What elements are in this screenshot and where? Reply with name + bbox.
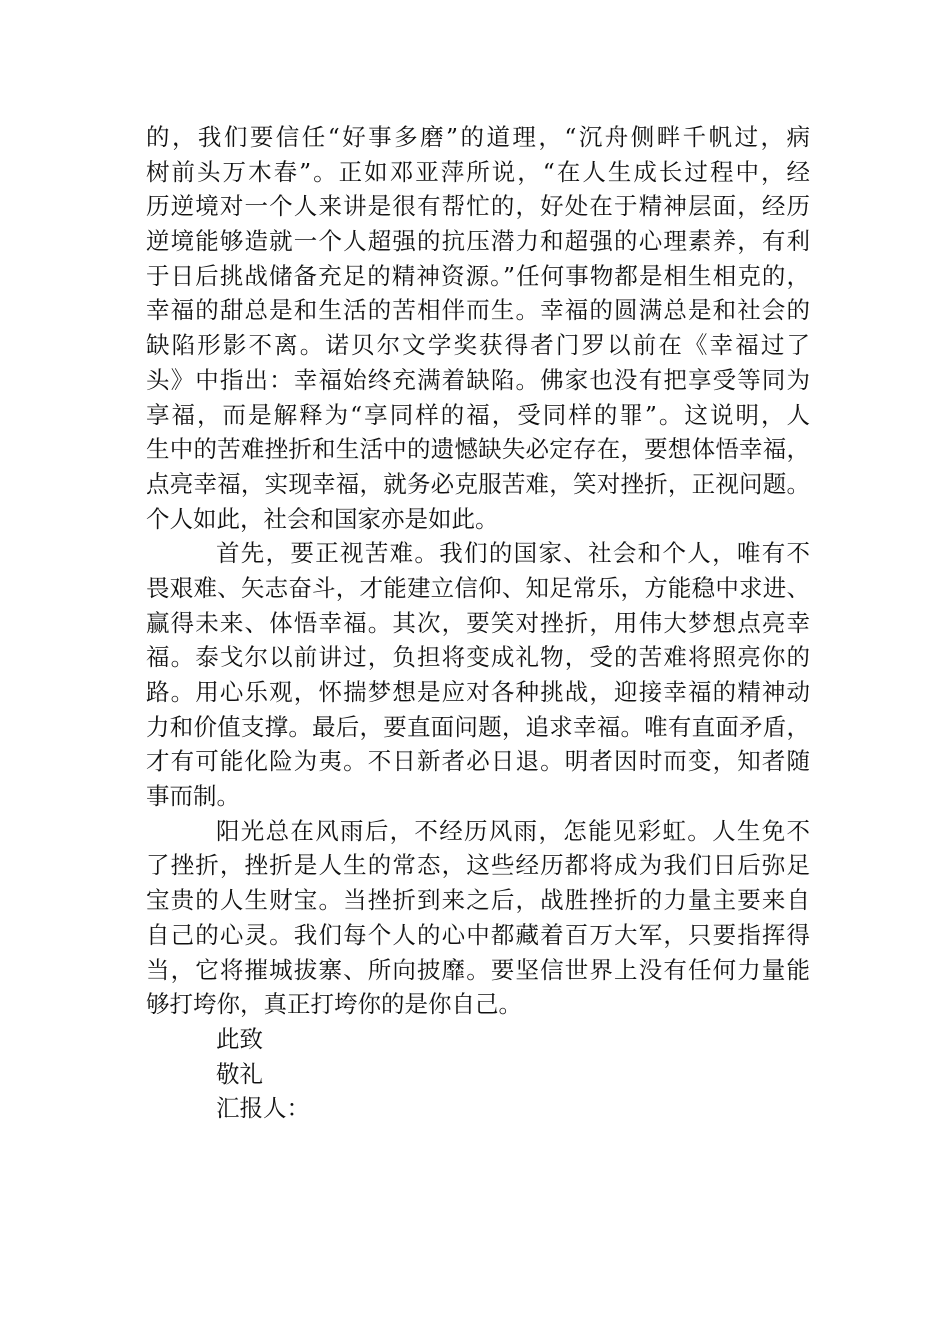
text-line: 幸福的甜总是和生活的苦相伴而生。幸福的圆满总是和社会的 (146, 296, 810, 325)
text-line: 才有可能化险为夷。不日新者必日退。明者因时而变，知者随 (146, 747, 810, 776)
text-line: 享福，而是解释为“享同样的福，受同样的罪”。这说明，人 (146, 400, 810, 429)
salutation: 此致 (216, 1024, 263, 1053)
paragraph-2 (146, 536, 810, 814)
text-line: 头》中指出：幸福始终充满着缺陷。佛家也没有把享受等同为 (146, 365, 810, 394)
text-line: 于日后挑战储备充足的精神资源。”任何事物都是相生相克的， (146, 261, 810, 290)
text-line: 事而制。 (146, 782, 240, 811)
regards: 敬礼 (216, 1059, 263, 1088)
paragraph-3 (146, 814, 810, 1022)
text-line: 够打垮你，真正打垮你的是你自己。 (146, 990, 522, 1019)
text-line: 生中的苦难挫折和生活中的遗憾缺失必定存在，要想体悟幸福， (146, 435, 810, 464)
paragraph-1 (146, 120, 810, 536)
text-line: 首先，要正视苦难。我们的国家、社会和个人，唯有不 (216, 539, 810, 568)
text-line: 路。用心乐观，怀揣梦想是应对各种挑战，迎接幸福的精神动 (146, 678, 810, 706)
text-line: 阳光总在风雨后，不经历风雨，怎能见彩虹。人生免不 (216, 816, 810, 845)
text-line: 的，我们要信任“好事多磨”的道理，“沉舟侧畔千帆过，病 (146, 123, 810, 151)
text-line: 了挫折，挫折是人生的常态，这些经历都将成为我们日后弥足 (146, 851, 810, 880)
text-line: 当，它将摧城拔寨、所向披靡。要坚信世界上没有任何力量能 (146, 955, 810, 984)
text-line: 树前头万木春”。正如邓亚萍所说，“在人生成长过程中，经 (146, 157, 810, 186)
text-line: 宝贵的人生财宝。当挫折到来之后，战胜挫折的力量主要来自 (146, 886, 810, 915)
reporter-label: 汇报人： (216, 1094, 310, 1123)
text-line: 福。泰戈尔以前讲过，负担将变成礼物，受的苦难将照亮你的 (146, 643, 810, 672)
text-line: 力和价值支撑。最后，要直面问题，追求幸福。唯有直面矛盾， (146, 712, 810, 741)
letter-closing (146, 1022, 810, 1126)
text-line: 赢得未来、体悟幸福。其次，要笑对挫折，用伟大梦想点亮幸 (146, 608, 810, 637)
text-line: 自己的心灵。我们每个人的心中都藏着百万大军，只要指挥得 (146, 920, 810, 949)
document-page (146, 120, 810, 1126)
text-line: 畏艰难、矢志奋斗，才能建立信仰、知足常乐，方能稳中求进、 (146, 573, 810, 602)
text-line: 缺陷形影不离。诺贝尔文学奖获得者门罗以前在《幸福过了 (146, 331, 810, 360)
text-line: 点亮幸福，实现幸福，就务必克服苦难，笑对挫折，正视问题。 (146, 469, 810, 498)
text-line: 个人如此，社会和国家亦是如此。 (146, 504, 499, 533)
text-line: 历逆境对一个人来讲是很有帮忙的，好处在于精神层面，经历 (146, 192, 810, 221)
text-line: 逆境能够造就一个人超强的抗压潜力和超强的心理素养，有利 (146, 227, 810, 256)
